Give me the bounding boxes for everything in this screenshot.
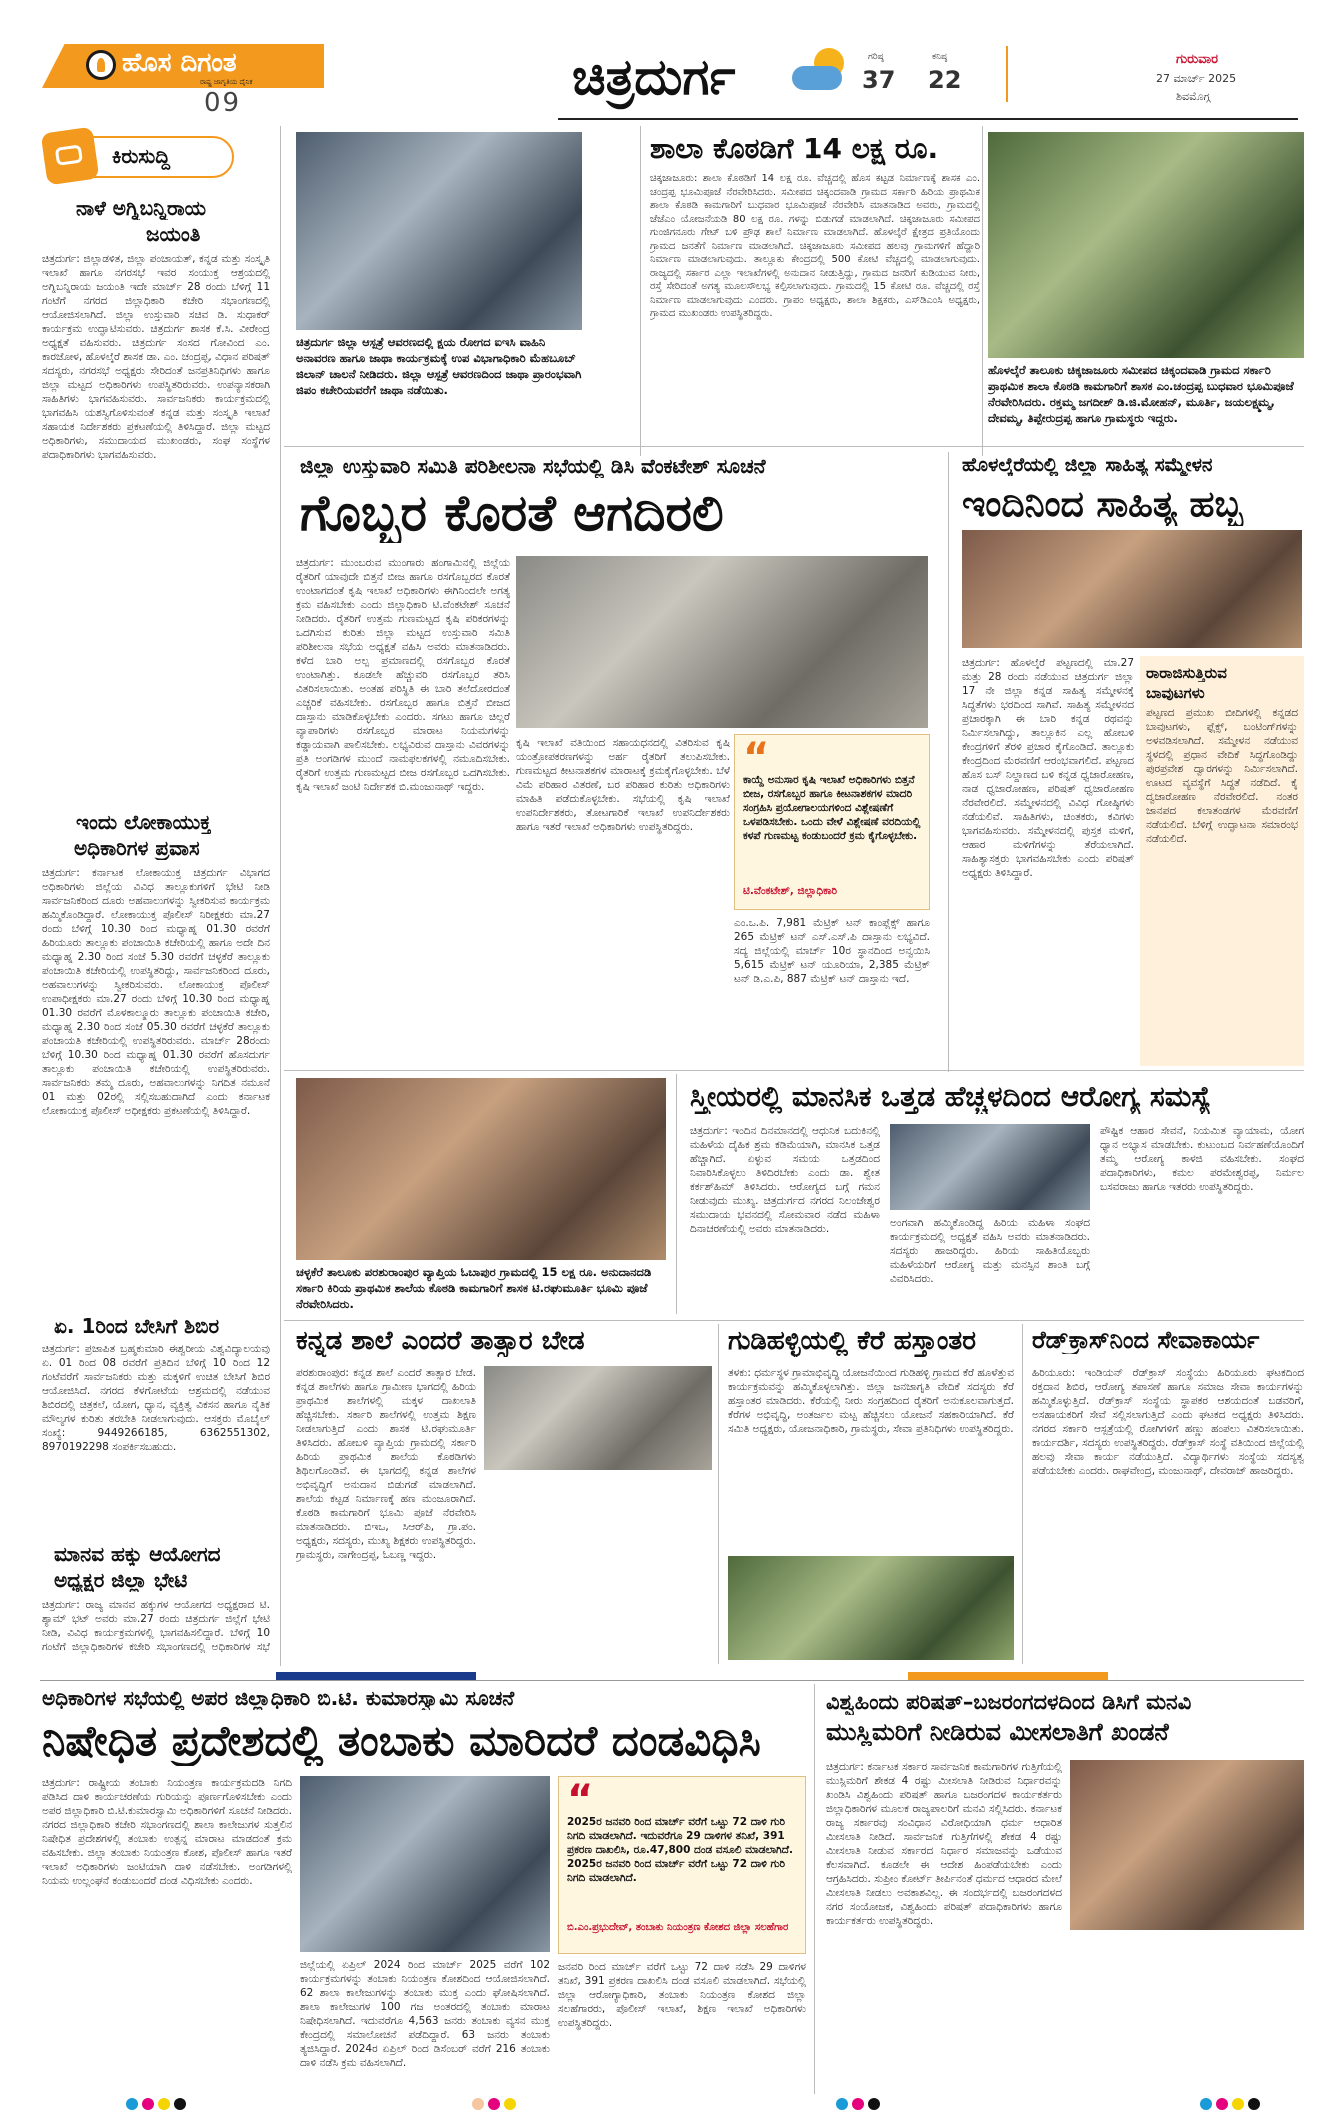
row-rule: [284, 1070, 1304, 1071]
tobacco-headline: ನಿಷೇಧಿತ ಪ್ರದೇಶದಲ್ಲಿ ತಂಬಾಕು ಮಾರಿದರೆ ದಂಡವಿಧಿಸಿ: [42, 1716, 761, 1765]
photo-bhoomi-pooja: [988, 132, 1304, 358]
lake-text: ತಳಕು: ಧರ್ಮಸ್ಥಳ ಗ್ರಾಮಾಭಿವೃದ್ಧಿ ಯೋಜನೆಯಿಂದ ಗುಡಿಹಳ್ಳಿ ಗ್ರಾಮದ ಕೆರೆ ಹೂಳೆತ್ತುವ ಕಾರ್ಯಕ್ರಮವನ್ನು ಹಮ್ಮಿಕೊಳ್ಳಲಾಗಿತ್ತು. ಜಿಲ್ಲಾ ಜನಜಾಗೃತಿ ವೇದಿಕೆ ಸದಸ್ಯರು ಕೆರೆ ಹಸ್ತಾಂತರ ಮಾಡಿದರು. ಕೆರೆಯಲ್ಲಿ ನೀರು ಸಂಗ್ರಹದಿಂದ ರೈತರಿಗೆ ಅನುಕೂಲವಾಗುತ್ತದೆ. ಕೆರೆಗಳ ಅಭಿವೃದ್ಧಿ, ಅಂತರ್ಜಲ ಮಟ್ಟ ಹೆಚ್ಚಿಸಲು ಯೋಜನೆ ಸಹಕಾರಿಯಾಗಿದೆ. ಕೆರೆ ಸಮಿತಿ ಅಧ್ಯಕ್ಷರು, ಯೋಜನಾಧಿಕಾರಿ, ಗ್ರಾಮಸ್ಥರು, ಸೇವಾ ಪ್ರತಿನಿಧಿಗಳು ಉಪಸ್ಥಿತರಿದ್ದರು.: [728, 1367, 1014, 1435]
column-rule: [982, 126, 983, 456]
brief2-text: ಚಿತ್ರದುರ್ಗ: ಕರ್ನಾಟಕ ಲೋಕಾಯುಕ್ತ ಚಿತ್ರದುರ್ಗ ವಿಭಾಗದ ಅಧಿಕಾರಿಗಳು ಜಿಲ್ಲೆಯ ವಿವಿಧ ತಾಲ್ಲೂಕುಗಳಿಗೆ ಭೇಟಿ ನೀಡಿ ಸಾರ್ವಜನಿಕರಿಂದ ದೂರು ಅಹವಾಲುಗಳನ್ನು ಸ್ವೀಕರಿಸುವ ಕಾರ್ಯಕ್ರಮ ಹಮ್ಮಿಕೊಂಡಿದ್ದಾರೆ. ಲೋಕಾಯುಕ್ತ ಪೊಲೀಸ್ ನಿರೀಕ್ಷಕರು ಮಾ.27 ರಂದು ಬೆಳಿಗ್ಗೆ 10.30 ರಿಂದ ಮಧ್ಯಾಹ್ನ 01.30 ರವರೆಗೆ ಹಿರಿಯೂರು ತಾಲ್ಲೂಕು ಪಂಚಾಯಿತಿ ಕಚೇರಿಯಲ್ಲಿ ಹಾಗೂ ಅದೇ ದಿನ ಮಧ್ಯಾಹ್ನ 2.30 ರಿಂದ ಸಂಜೆ 5.30 ರವರೆಗೆ ಚಳ್ಳಕೆರೆ ತಾಲ್ಲೂಕು ಪಂಚಾಯಿತಿ ಕಚೇರಿಯಲ್ಲಿ ಉಪಸ್ಥಿತರಿದ್ದು, ಸಾರ್ವಜನಿಕರಿಂದ ದೂರು, ಅಹವಾಲುಗಳನ್ನು ಸ್ವೀಕರಿಸುವರು. ಲೋಕಾಯುಕ್ತ ಪೊಲೀಸ್ ಉಪಾಧೀಕ್ಷಕರು ಮಾ.27 ರಂದು ಬೆಳಿಗ್ಗೆ 10.30 ರಿಂದ ಮಧ್ಯಾಹ್ನ 01.30 ರವರೆಗೆ ಮೊಳಕಾಲ್ಮೂರು ತಾಲ್ಲೂಕು ಪಂಚಾಯಿತಿ ಕಚೇರಿ, ಮಧ್ಯಾಹ್ನ 2.30 ರಿಂದ ಸಂಜೆ 05.30 ರವರೆಗೆ ಚಳ್ಳಕೆರೆ ತಾಲ್ಲೂಕು ಪಂಚಾಯತಿ ಕಚೇರಿಯಲ್ಲಿ ಉಪಸ್ಥಿತರಿರುವರು. ಮಾರ್ಚ್ 28ರಂದು ಬೆಳಿಗ್ಗೆ 10.30 ರಿಂದ ಮಧ್ಯಾಹ್ನ 01.30 ರವರೆಗೆ ಹೊಸದುರ್ಗ ತಾಲ್ಲೂಕು ಪಂಚಾಯಿತಿ ಕಚೇರಿಯಲ್ಲಿ ಉಪಸ್ಥಿತರಿರುವರು. ಸಾರ್ವಜನಿಕರು ತಮ್ಮ ದೂರು, ಅಹವಾಲುಗಳನ್ನು ನಿಗದಿತ ನಮೂನೆ 01 ಮತ್ತು 02ರಲ್ಲಿ ಸಲ್ಲಿಸಬಹುದಾಗಿದೆ ಎಂದು ಕರ್ನಾಟಕ ಲೋಕಾಯುಕ್ತ ಪೊಲೀಸ್ ಅಧೀಕ್ಷಕರು ಪ್ರಕಟಣೆಯಲ್ಲಿ ತಿಳಿಸಿದ್ದಾರೆ.: [42, 867, 270, 1117]
health-headline: ಸ್ತ್ರೀಯರಲ್ಲಿ ಮಾನಸಿಕ ಒತ್ತಡ ಹೆಚ್ಚಳದಿಂದ ಆರೋಗ್ಯ ಸಮಸ್ಯೆ: [690, 1080, 1212, 1113]
photo-lake-handover: [728, 1556, 1014, 1660]
photo1-caption: ಚಿತ್ರದುರ್ಗ ಜಿಲ್ಲಾ ಆಸ್ಪತ್ರೆ ಆವರಣದಲ್ಲಿ ಕ್ಷಯ ರೋಗದ ಐಇಸಿ ವಾಹಿನಿ ಅನಾವರಣ ಹಾಗೂ ಜಾಥಾ ಕಾರ್ಯಕ್ರಮಕ್ಕೆ ಉಪ ವಿಭಾಗಾಧಿಕಾರಿ ಮೆಹಬೂಬ್ ಜಿಲಾನ್ ಚಾಲನೆ ನೀಡಿದರು. ಜಿಲ್ಲಾ ಆಸ್ಪತ್ರೆ ಆವರಣದಿಂದ ಜಾಥಾ ಪ್ರಾರಂಭವಾಗಿ ಜಿಪಂ ಕಚೇರಿಯವರೆಗೆ ಜಾಥಾ ನಡೆಯಿತು.: [296, 335, 582, 397]
sahitya-text: ಚಿತ್ರದುರ್ಗ: ಹೊಳಲ್ಕೆರೆ ಪಟ್ಟಣದಲ್ಲಿ ಮಾ.27 ಮತ್ತು 28 ರಂದು ನಡೆಯುವ ಚಿತ್ರದುರ್ಗ ಜಿಲ್ಲಾ 17 ನೇ ಜಿಲ್ಲಾ ಕನ್ನಡ ಸಾಹಿತ್ಯ ಸಮ್ಮೇಳನಕ್ಕೆ ಸಿದ್ಧತೆಗಳು ಭರದಿಂದ ಸಾಗಿವೆ. ಸಾಹಿತ್ಯ ಸಮ್ಮೇಳನದ ಪ್ರಚಾರಕ್ಕಾಗಿ ಈ ಬಾರಿ ಕನ್ನಡ ರಥವನ್ನು ನಿರ್ಮಿಸಲಾಗಿದ್ದು, ತಾಲ್ಲೂಕಿನ ಎಲ್ಲ ಹೋಬಳಿ ಕೇಂದ್ರಗಳಿಗೆ ತೆರಳಿ ಪ್ರಚಾರ ಕೈಗೊಂಡಿದೆ. ತಾಲ್ಲೂಕು ಕೇಂದ್ರದಿಂದ ಮೆರವಣಿಗೆ ಆರಂಭವಾಗಲಿದೆ. ಪಟ್ಟಣದ ಹೊಸ ಬಸ್ ನಿಲ್ದಾಣದ ಬಳಿ ಕನ್ನಡ ಧ್ವಜಾರೋಹಣ, ನಾಡ ಧ್ವಜಾರೋಹಣ, ಪರಿಷತ್ ಧ್ವಜಾರೋಹಣ ನೆರವೇರಲಿದೆ. ಸಮ್ಮೇಳನದಲ್ಲಿ ವಿವಿಧ ಗೋಷ್ಠಿಗಳು ನಡೆಯಲಿವೆ. ಸಾಹಿತಿಗಳು, ಚಿಂತಕರು, ಕವಿಗಳು ಭಾಗವಹಿಸುವರು. ಸಮ್ಮೇಳನದಲ್ಲಿ ಪುಸ್ತಕ ಮಳಿಗೆ, ಆಹಾರ ಮಳಿಗೆಗಳನ್ನು ತೆರೆಯಲಾಗಿದೆ. ಸಾಹಿತ್ಯಾಸಕ್ತರು ಭಾಗವಹಿಸಬೇಕು ಎಂದು ಪರಿಷತ್ ಅಧ್ಯಕ್ಷರು ತಿಳಿಸಿದ್ದಾರೆ.: [962, 657, 1134, 879]
registration-mark: [174, 2098, 186, 2110]
kannada-school-headline: ಕನ್ನಡ ಶಾಲೆ ಎಂದರೆ ತಾತ್ಸಾರ ಬೇಡ: [296, 1326, 585, 1356]
health-text-col1: ಚಿತ್ರದುರ್ಗ: ಇಂದಿನ ದಿನಮಾನದಲ್ಲಿ ಆಧುನಿಕ ಬದುಕಿನಲ್ಲಿ ಮಹಿಳೆಯ ದೈಹಿಕ ಶ್ರಮ ಕಡಿಮೆಯಾಗಿ, ಮಾನಸಿಕ ಒತ್ತಡ ಹೆಚ್ಚಾಗಿದೆ. ಏಳ್ಳುವ ಸಮಯ ಒತ್ತಡದಿಂದ ನಿವಾರಿಸಿಕೊಳ್ಳಲು ತಿಳಿದಿರಬೇಕು ಎಂದು ಡಾ. ಶ್ವೇತ ಕರ್ಕಶ್‌ಹಿಮ್ ತಿಳಿಸಿದರು. ಆರೋಗ್ಯದ ಬಗ್ಗೆ ಗಮನ ನೀಡುವುದು ಮುಖ್ಯ. ಚಿತ್ರದುರ್ಗದ ನಗರದ ನಿಲಂಜೇಶ್ವರ ಸಮುದಾಯ ಭವನದಲ್ಲಿ ಸೋಮವಾರ ನಡೆದ ಮಹಿಳಾ ದಿನಾಚರಣೆಯಲ್ಲಿ ಅವರು ಮಾತನಾಡಿದರು.: [690, 1125, 880, 1235]
brief2-title: ಇಂದು ಲೋಕಾಯುಕ್ತ: [76, 810, 211, 834]
tobacco-quote-box: [558, 1776, 806, 1954]
lead-headline: ಗೊಬ್ಬರ ಕೊರತೆ ಆಗದಿರಲಿ: [300, 484, 724, 542]
school-headline: ಶಾಲಾ ಕೊಠಡಿಗೆ 14 ಲಕ್ಷ ರೂ.: [650, 132, 939, 165]
redcross-text: ಹಿರಿಯೂರು: ಇಂಡಿಯನ್ ರೆಡ್‌ಕ್ರಾಸ್ ಸಂಸ್ಥೆಯು ಹಿರಿಯೂರು ಘಟಕದಿಂದ ರಕ್ತದಾನ ಶಿಬಿರ, ಆರೋಗ್ಯ ತಪಾಸಣೆ ಹಾಗೂ ಸಮಾಜ ಸೇವಾ ಕಾರ್ಯಗಳನ್ನು ಹಮ್ಮಿಕೊಳ್ಳುತ್ತಿದೆ. ರೆಡ್‌ಕ್ರಾಸ್ ಸಂಸ್ಥೆಯ ಸ್ಥಾಪಕರ ಆಶಯದಂತೆ ಬಡವರಿಗೆ, ಅಸಹಾಯಕರಿಗೆ ಸೇವೆ ಸಲ್ಲಿಸಲಾಗುತ್ತಿದೆ ಎಂದು ಘಟಕದ ಅಧ್ಯಕ್ಷರು ತಿಳಿಸಿದರು. ನಗರದ ಸರ್ಕಾರಿ ಆಸ್ಪತ್ರೆಯಲ್ಲಿ ರೋಗಿಗಳಿಗೆ ಹಣ್ಣು ಹಂಪಲು ವಿತರಿಸಲಾಯಿತು. ಕಾರ್ಯದರ್ಶಿ, ಸದಸ್ಯರು ಉಪಸ್ಥಿತರಿದ್ದರು. ರೆಡ್‌ಕ್ರಾಸ್ ಸಂಸ್ಥೆ ವತಿಯಿಂದ ಜಿಲ್ಲೆಯಲ್ಲಿ ಹಲವು ಸೇವಾ ಕಾರ್ಯ ನಡೆಯುತ್ತಿದೆ. ವಿದ್ಯಾರ್ಥಿಗಳು ಸಂಸ್ಥೆಯ ಸದಸ್ಯತ್ವ ಪಡೆಯಬೇಕು ಎಂದರು. ರಾಘವೇಂದ್ರ, ಮಂಜುನಾಥ್, ದೇವರಾಜ್ ಹಾಜರಿದ್ದರು.: [1032, 1367, 1304, 1477]
lead-text-col1: ಚಿತ್ರದುರ್ಗ: ಮುಂಬರುವ ಮುಂಗಾರು ಹಂಗಾಮಿನಲ್ಲಿ ಜಿಲ್ಲೆಯ ರೈತರಿಗೆ ಯಾವುದೇ ಬಿತ್ತನೆ ಬೀಜ ಹಾಗೂ ರಸಗೊಬ್ಬರದ ಕೊರತೆ ಉಂಟಾಗದಂತೆ ಕೃಷಿ ಇಲಾಖೆ ಅಧಿಕಾರಿಗಳು ಈಗಿನಿಂದಲೇ ಅಗತ್ಯ ಕ್ರಮ ವಹಿಸಬೇಕು ಎಂದು ಜಿಲ್ಲಾಧಿಕಾರಿ ಟಿ.ವೆಂಕಟೇಶ್ ಸೂಚನೆ ನೀಡಿದರು. ರೈತರಿಗೆ ಉತ್ತಮ ಗುಣಮಟ್ಟದ ಕೃಷಿ ಪರಿಕರಗಳನ್ನು ಒದಗಿಸುವ ಕುರಿತು ಜಿಲ್ಲಾ ಮಟ್ಟದ ಉಸ್ತುವಾರಿ ಸಮಿತಿ ಪರಿಶೀಲನಾ ಸಭೆಯ ಅಧ್ಯಕ್ಷತೆ ವಹಿಸಿ ಅವರು ಮಾತನಾಡಿದರು. ಕಳೆದ ಬಾರಿ ಅಲ್ಪ ಪ್ರಮಾಣದಲ್ಲಿ ರಸಗೊಬ್ಬರ ಕೊರತೆ ಉಂಟಾಗಿತ್ತು. ಕೂಡಲೇ ಹೆಚ್ಚುವರಿ ರಸಗೊಬ್ಬರ ತರಿಸಿ ವಿತರಿಸಲಾಯಿತು. ಅಂತಹ ಪರಿಸ್ಥಿತಿ ಈ ಬಾರಿ ತಲೆದೋರದಂತೆ ಎಚ್ಚರಿಕೆ ವಹಿಸಬೇಕು. ರಸಗೊಬ್ಬರ ಹಾಗೂ ಬಿತ್ತನೆ ಬೀಜದ ದಾಸ್ತಾನು ಮಾಡಿಕೊಳ್ಳಬೇಕು ಎಂದರು. ಸಗಟು ಹಾಗೂ ಚಿಲ್ಲರೆ ವ್ಯಾಪಾರಿಗಳು ರಸಗೊಬ್ಬರ ಮಾರಾಟ ನಿಯಮಗಳನ್ನು ಕಡ್ಡಾಯವಾಗಿ ಪಾಲಿಸಬೇಕು. ಲಭ್ಯವಿರುವ ದಾಸ್ತಾನು ವಿವರಗಳನ್ನು ಪ್ರತಿ ಅಂಗಡಿಗಳ ಮುಂದೆ ನಾಮಫಲಕಗಳಲ್ಲಿ ನಮೂದಿಸಬೇಕು. ರೈತರಿಗೆ ಉತ್ತಮ ಗುಣಮಟ್ಟದ ಬೀಜ ರಸಗೊಬ್ಬರ ಒದಗಿಸಬೇಕು. ಕೃಷಿ ಇಲಾಖೆ ಜಂಟಿ ನಿರ್ದೇಶಕ ಬಿ.ಮಂಜುನಾಥ್ ಇದ್ದರು.: [296, 557, 510, 793]
left-column: [36, 126, 276, 1666]
school-text: ಚಿಕ್ಕಜಾಜೂರು: ಶಾಲಾ ಕೊಠಡಿಗೆ 14 ಲಕ್ಷ ರೂ. ವೆಚ್ಚದಲ್ಲಿ ಹೊಸ ಕಟ್ಟಡ ನಿರ್ಮಾಣಕ್ಕೆ ಶಾಸಕ ಎಂ. ಚಂದ್ರಪ್ಪ ಭೂಮಿಪೂಜೆ ನೆರವೇರಿಸಿದರು. ಸಮೀಪದ ಚಿಕ್ಕಂದವಾಡಿ ಗ್ರಾಮದ ಸರ್ಕಾರಿ ಹಿರಿಯ ಪ್ರಾಥಮಿಕ ಶಾಲಾ ಕೊಠಡಿ ಕಾಮಗಾರಿಗೆ ಬುಧವಾರ ಭೂಮಿಪೂಜೆ ನೆರವೇರಿಸಿ ಮಾತನಾಡಿದ ಅವರು, ಗ್ರಾಮದಲ್ಲಿ ಜೆಜೆಎಂ ಯೋಜನೆಯಡಿ 80 ಲಕ್ಷ ರೂ. ಗಳನ್ನು ಬಿಡುಗಡೆ ಮಾಡಲಾಗಿದೆ. ಚಿಕ್ಕಜಾಜೂರು ಸಮೀಪದ ಗುಂಜಿಗನೂರು ಗೇಟ್ ಬಳಿ ಪ್ರೌಢ ಶಾಲೆ ನಿರ್ಮಾಣ ಮಾಡಲಾಗಿದೆ. ಹೊಳಲ್ಕೆರೆ ಕ್ಷೇತ್ರದ ಪ್ರತಿಯೊಂದು ಗ್ರಾಮದ ಜನತೆಗೆ ನಿರ್ಮಾಣ ಮಾಡಲಾಗಿದೆ. ಚಿಕ್ಕಜಾಜೂರು ಸಮೀಪದ ಹಲವು ಗ್ರಾಮಗಳಿಗೆ ಹೆದ್ದಾರಿ ನಿರ್ಮಾಣ ಮಾಡಲಾಗುವುದು. ತಾಲ್ಲೂಕು ಕೇಂದ್ರದಲ್ಲಿ 500 ಕೋಟಿ ವೆಚ್ಚದಲ್ಲಿ ಮಾಡಲಾಗುವುದು. ರಾಜ್ಯದಲ್ಲಿ ಸರ್ಕಾರ ಎಲ್ಲಾ ಇಲಾಖೆಗಳಲ್ಲಿ ಅನುದಾನ ನೀಡುತ್ತಿದ್ದು, ಗ್ರಾಮದ ಜನರಿಗೆ ಕುಡಿಯುವ ನೀರು, ರಸ್ತೆ ಸೇರಿದಂತೆ ಅಗತ್ಯ ಮೂಲಸೌಲಭ್ಯ ಕಲ್ಪಿಸಲಾಗುವುದು. ಗ್ರಾಮದಲ್ಲಿ 15 ಕೋಟಿ ರೂ. ವೆಚ್ಚದಲ್ಲಿ ರಸ್ತೆ ನಿರ್ಮಾಣ ಮಾಡಲಾಗುವುದು ಎಂದರು. ಗ್ರಾಪಂ ಅಧ್ಯಕ್ಷರು, ಶಾಲಾ ಶಿಕ್ಷಕರು, ಎಸ್‌ಡಿಎಂಸಿ ಅಧ್ಯಕ್ಷರು, ಗ್ರಾಮದ ಮುಖಂಡರು ಉಪಸ್ಥಿತರಿದ್ದರು.: [650, 173, 980, 319]
registration-mark: [1232, 2098, 1244, 2110]
min-temp: 22: [928, 66, 962, 94]
lead-text-col2: ಕೃಷಿ ಇಲಾಖೆ ವತಿಯಿಂದ ಸಹಾಯಧನದಲ್ಲಿ ವಿತರಿಸುವ ಕೃಷಿ ಯಂತ್ರೋಪಕರಣಗಳನ್ನು ಅರ್ಹ ರೈತರಿಗೆ ತಲುಪಿಸಬೇಕು. ಗುಣಮಟ್ಟದ ಕೀಟನಾಶಕಗಳ ಮಾರಾಟಕ್ಕೆ ಕ್ರಮಕೈಗೊಳ್ಳಬೇಕು. ಬೆಳೆ ವಿಮೆ ಪರಿಹಾರ ವಿತರಣೆ, ಬರ ಪರಿಹಾರ ಕುರಿತು ಅಧಿಕಾರಿಗಳು ಮಾಹಿತಿ ಪಡೆದುಕೊಳ್ಳಬೇಕು. ಸಭೆಯಲ್ಲಿ ಕೃಷಿ ಇಲಾಖೆ ಉಪನಿರ್ದೇಶಕರು, ತೋಟಗಾರಿಕೆ ಇಲಾಖೆ ಉಪನಿರ್ದೇಶಕರು ಹಾಗೂ ಇತರೆ ಇಲಾಖೆ ಅಧಿಕಾರಿಗಳು ಉಪಸ್ಥಿತರಿದ್ದರು.: [516, 737, 730, 833]
side-text: ಪಟ್ಟಣದ ಪ್ರಮುಖ ಬೀದಿಗಳಲ್ಲಿ ಕನ್ನಡದ ಬಾವುಟಗಳು, ಫ್ಲೆಕ್ಸ್, ಬಂಟಿಂಗ್‌ಗಳನ್ನು ಅಳವಡಿಸಲಾಗಿದೆ. ಸಮ್ಮೇಳನ ನಡೆಯುವ ಸ್ಥಳದಲ್ಲಿ ಪ್ರಧಾನ ವೇದಿಕೆ ಸಿದ್ಧಗೊಂಡಿದ್ದು ಪುರಪ್ರವೇಶ ದ್ವಾರಗಳನ್ನು ನಿರ್ಮಿಸಲಾಗಿದೆ. ಊಟದ ವ್ಯವಸ್ಥೆಗೆ ಸಿದ್ಧತೆ ನಡೆದಿದೆ. ಕೈ ದ್ವಜಾರೋಹಣ ನೆರವೇರಲಿದೆ. ನಂತರ ಜಾನಪದ ಕಲಾತಂಡಗಳ ಮೆರವಣಿಗೆ ನಡೆಯಲಿದೆ. ಬೆಳಿಗ್ಗೆ ಉದ್ಘಾಟನಾ ಸಮಾರಂಭ ನಡೆಯಲಿದೆ.: [1146, 707, 1298, 845]
max-temp-label: ಗರಿಷ್ಠ: [868, 52, 884, 62]
registration-mark: [852, 2098, 864, 2110]
vhp-headline: ವಿಶ್ವಹಿಂದು ಪರಿಷತ್–ಬಜರಂಗದಳದಿಂದ ಡಿಸಿಗೆ ಮನವಿ: [826, 1690, 1192, 1714]
lead-quote-author: ಟಿ.ವೆಂಕಟೇಶ್, ಜಿಲ್ಲಾಧಿಕಾರಿ: [743, 885, 838, 897]
registration-mark: [504, 2098, 516, 2110]
side-title: ರಾರಾಜಿಸುತ್ತಿರುವ: [1146, 664, 1227, 682]
photo2-caption: ಹೊಳಲ್ಕೆರೆ ತಾಲೂಕು ಚಿಕ್ಕಜಾಜೂರು ಸಮೀಪದ ಚಿಕ್ಕಂದವಾಡಿ ಗ್ರಾಮದ ಸರ್ಕಾರಿ ಪ್ರಾಥಮಿಕ ಶಾಲಾ ಕೊಠಡಿ ಕಾಮಗಾರಿಗೆ ಶಾಸಕ ಎಂ.ಚಂದ್ರಪ್ಪ ಬುಧವಾರ ಭೂಮಿಪೂಜೆ ನೆರವೇರಿಸಿದರು. ರಕ್ತಮ್ಮ ಜಗದೀಶ್ ಡಿ.ಜಿ.ಮೋಹನ್, ಮೂರ್ತಿ, ಜಯಲಕ್ಷ್ಮಮ್ಮ, ದೇವಮ್ಮ, ತಿಪ್ಪೇರುದ್ರಪ್ಪ ಹಾಗೂ ಗ್ರಾಮಸ್ಥರು ಇದ್ದರು.: [988, 363, 1294, 425]
row-rule: [284, 446, 1304, 447]
redcross-headline: ರೆಡ್‌ಕ್ರಾಸ್‌ನಿಂದ ಸೇವಾಕಾರ್ಯ: [1032, 1326, 1260, 1354]
masthead-underline: [558, 118, 1298, 120]
brief4-title: ಮಾನವ ಹಕ್ಕು ಆಯೋಗದ: [54, 1542, 221, 1566]
photo-meeting: [516, 556, 928, 728]
section-band-rule: [40, 1680, 1304, 1681]
tobacco-quote-author: ಬಿ.ಎಂ.ಪ್ರಭುದೇವ್, ತಂಬಾಕು ನಿಯಂತ್ರಣ ಕೋಶದ ಜಿಲ್ಲಾ ಸಲಹೆಗಾರ: [567, 1922, 789, 1933]
registration-mark: [1248, 2098, 1260, 2110]
lake-headline: ಗುಡಿಹಳ್ಳಿಯಲ್ಲಿ ಕೆರೆ ಹಸ್ತಾಂತರ: [728, 1326, 976, 1356]
logo-tagline: ರಾಷ್ಟ್ರ ಜಾಗೃತಿಯ ದೈನಿಕ: [200, 78, 253, 86]
lead-quote: ಕಾಯ್ದೆ ಅನುಸಾರ ಕೃಷಿ ಇಲಾಖೆ ಅಧಿಕಾರಿಗಳು ಬಿತ್ತನೆ ಬೀಜ, ರಸಗೊಬ್ಬರ ಹಾಗೂ ಕೀಟನಾಶಕಗಳ ಮಾದರಿ ಸಂಗ್ರಹಿಸಿ ಪ್ರಯೋಗಾಲಯಗಳಿಂದ ವಿಶ್ಲೇಷಣೆಗೆ ಒಳಪಡಿಸಬೇಕು. ಒಂದು ವೇಳೆ ವಿಶ್ಲೇಷಣೆ ವರದಿಯಲ್ಲಿ ಕಳಪೆ ಗುಣಮಟ್ಟ ಕಂಡುಬಂದರೆ ಕ್ರಮ ಕೈಗೊಳ್ಳಬೇಕು.: [743, 774, 921, 842]
masthead-divider: [1006, 46, 1008, 102]
registration-mark: [868, 2098, 880, 2110]
section-band: [276, 1672, 476, 1680]
photo-tobacco-meeting: [300, 1776, 550, 1952]
column-rule: [1022, 1324, 1023, 1664]
tobacco-text-col1: ಚಿತ್ರದುರ್ಗ: ರಾಷ್ಟ್ರೀಯ ತಂಬಾಕು ನಿಯಂತ್ರಣ ಕಾರ್ಯಕ್ರಮದಡಿ ನಿಗದಿ ಪಡಿಸಿದ ದಾಳಿ ಕಾರ್ಯಚರಣೆಯ ಗುರಿಯನ್ನು ಪೂರ್ಣಗೊಳಿಸಬೇಕು ಎಂದು ಅಪರ ಜಿಲ್ಲಾಧಿಕಾರಿ ಬಿ.ಟಿ.ಕುಮಾರಸ್ವಾಮಿ ಅಧಿಕಾರಿಗಳಿಗೆ ಸೂಚನೆ ನೀಡಿದರು. ನಗರದ ಜಿಲ್ಲಾಧಿಕಾರಿ ಕಚೇರಿ ಸಭಾಂಗಣದಲ್ಲಿ ಶಾಲಾ ಕಾಲೇಜುಗಳ ಸುತ್ತಲಿನ ನಿಷೇಧಿತ ಪ್ರದೇಶಗಳಲ್ಲಿ ತಂಬಾಕು ಉತ್ಪನ್ನ ಮಾರಾಟ ಮಾಡದಂತೆ ಕ್ರಮ ವಹಿಸಬೇಕು. ಜಿಲ್ಲಾ ತಂಬಾಕು ನಿಯಂತ್ರಣ ಕೋಶ, ಪೊಲೀಸ್ ಹಾಗೂ ಇತರೆ ಇಲಾಖೆ ಅಧಿಕಾರಿಗಳು ಜಂಟಿಯಾಗಿ ದಾಳಿ ನಡೆಸಬೇಕು. ಅಂಗಡಿಗಳಲ್ಲಿ ನಿಯಮ ಉಲ್ಲಂಘನೆ ಕಂಡುಬಂದರೆ ದಂಡ ವಿಧಿಸಬೇಕು ಎಂದರು.: [42, 1777, 292, 1887]
lead-kicker: ಜಿಲ್ಲಾ ಉಸ್ತುವಾರಿ ಸಮಿತಿ ಪರಿಶೀಲನಾ ಸಭೆಯಲ್ಲಿ ಡಿಸಿ ವೆಂಕಟೇಶ್ ಸೂಚನೆ: [300, 454, 766, 478]
registration-mark: [472, 2098, 484, 2110]
brief3-text: ಚಿತ್ರದುರ್ಗ: ಪ್ರಜಾಪಿತ ಬ್ರಹ್ಮಕುಮಾರಿ ಈಶ್ವರೀಯ ವಿಶ್ವವಿದ್ಯಾಲಯವು ಏ. 01 ರಿಂದ 08 ರವರೆಗೆ ಪ್ರತಿದಿನ ಬೆಳಿಗ್ಗೆ 10 ರಿಂದ 12 ಗಂಟೆವರೆಗೆ ಸಾರ್ವಜನಿಕರು ಮತ್ತು ಮಕ್ಕಳಿಗೆ ಉಚಿತ ಬೇಸಿಗೆ ಶಿಬಿರ ಆಯೋಜಿಸಿದೆ. ನಗರದ ಕೆಳಗೋಟೆಯ ಆಶ್ರಮದಲ್ಲಿ ನಡೆಯುವ ಶಿಬಿರದಲ್ಲಿ ಚಿತ್ರಕಲೆ, ಯೋಗ, ಧ್ಯಾನ, ವ್ಯಕ್ತಿತ್ವ ವಿಕಸನ ಹಾಗೂ ನೈತಿಕ ಮೌಲ್ಯಗಳ ಕುರಿತು ತರಬೇತಿ ನೀಡಲಾಗುವುದು. ಆಸಕ್ತರು ಮೊಬೈಲ್ ಸಂಖ್ಯೆ: 9449266185, 6362551302, 8970192298 ಸಂಪರ್ಕಿಸಬಹುದು.: [42, 1343, 270, 1453]
logo-text: ಹೊಸ ದಿಗಂತ: [122, 48, 237, 78]
vhp-text: ಚಿತ್ರದುರ್ಗ: ಕರ್ನಾಟಕ ಸರ್ಕಾರ ಸಾರ್ವಜನಿಕ ಕಾಮಗಾರಿಗಳ ಗುತ್ತಿಗೆಯಲ್ಲಿ ಮುಸ್ಲಿಮರಿಗೆ ಶೇಕಡ 4 ರಷ್ಟು ಮೀಸಲಾತಿ ನೀಡಿರುವ ನಿರ್ಧಾರವನ್ನು ಖಂಡಿಸಿ ವಿಶ್ವಹಿಂದು ಪರಿಷತ್ ಹಾಗೂ ಬಜರಂಗದಳ ಕಾರ್ಯಕರ್ತರು ಜಿಲ್ಲಾಧಿಕಾರಿಗಳ ಮೂಲಕ ರಾಜ್ಯಪಾಲರಿಗೆ ಮನವಿ ಸಲ್ಲಿಸಿದರು. ಕರ್ನಾಟಕ ರಾಜ್ಯ ಸರ್ಕಾರವು ಸಂವಿಧಾನ ವಿರೋಧಿಯಾಗಿ ಧರ್ಮ ಆಧಾರಿತ ಮೀಸಲಾತಿ ನೀಡಿದೆ. ಸಾರ್ವಜನಿಕ ಗುತ್ತಿಗೆಗಳಲ್ಲಿ ಶೇಕಡ 4 ರಷ್ಟು ಮೀಸಲಾತಿ ನೀಡುವ ಸರ್ಕಾರದ ನಿರ್ಧಾರ ಸಮಾಜವನ್ನು ಒಡೆಯುವ ಕೆಲಸವಾಗಿದೆ. ಕೂಡಲೇ ಈ ಆದೇಶ ಹಿಂಪಡೆಯಬೇಕು ಎಂದು ಆಗ್ರಹಿಸಿದರು. ಸುಪ್ರೀಂ ಕೋರ್ಟ್ ತೀರ್ಪಿನಂತೆ ಧರ್ಮದ ಆಧಾರದ ಮೇಲೆ ಮೀಸಲಾತಿ ನೀಡಲು ಅವಕಾಶವಿಲ್ಲ. ಈ ಸಂದರ್ಭದಲ್ಲಿ ಬಜರಂಗದಳದ ನಗರ ಸಂಯೋಜಕ, ವಿಶ್ವಹಿಂದು ಪರಿಷತ್ ಪದಾಧಿಕಾರಿಗಳು ಹಾಗೂ ಕಾರ್ಯಕರ್ತರು ಉಪಸ್ಥಿತರಿದ್ದರು.: [826, 1761, 1062, 1927]
tobacco-text-col3: ಜನವರಿ ರಿಂದ ಮಾರ್ಚ್ ವರೆಗೆ ಒಟ್ಟು 72 ದಾಳಿ ನಡೆಸಿ 29 ದಾಳಿಗಳ ತನಿಖೆ, 391 ಪ್ರಕರಣ ದಾಖಲಿಸಿ ದಂಡ ವಸೂಲಿ ಮಾಡಲಾಗಿದೆ. ಸಭೆಯಲ್ಲಿ ಜಿಲ್ಲಾ ಆರೋಗ್ಯಾಧಿಕಾರಿ, ತಂಬಾಕು ನಿಯಂತ್ರಣ ಕೋಶದ ಜಿಲ್ಲಾ ಸಲಹೆಗಾರರು, ಪೊಲೀಸ್ ಇಲಾಖೆ, ಶಿಕ್ಷಣ ಇಲಾಖೆ ಅಧಿಕಾರಿಗಳು ಉಪಸ್ಥಿತರಿದ್ದರು.: [558, 1961, 806, 2029]
brief1-title: ನಾಳೆ ಅಗ್ನಿಬನ್ನಿರಾಯ: [76, 196, 207, 220]
side-title-2: ಬಾವುಟಗಳು: [1146, 684, 1205, 702]
tobacco-kicker: ಅಧಿಕಾರಿಗಳ ಸಭೆಯಲ್ಲಿ ಅಪರ ಜಿಲ್ಲಾಧಿಕಾರಿ ಬಿ.ಟಿ. ಕುಮಾರಸ್ವಾಮಿ ಸೂಚನೆ: [42, 1686, 515, 1710]
pointing-hand-icon: [41, 127, 100, 186]
quote-icon: “: [567, 1777, 594, 1823]
registration-mark: [126, 2098, 138, 2110]
brief3-title: ಏ. 1ರಿಂದ ಬೇಸಿಗೆ ಶಿಬಿರ: [54, 1314, 220, 1338]
registration-mark: [1216, 2098, 1228, 2110]
photo3-caption: ಚಳ್ಳಕೆರೆ ತಾಲೂಕು ಪರಶುರಾಂಪುರ ವ್ಯಾಪ್ತಿಯ ಓಬಾಪುರ ಗ್ರಾಮದಲ್ಲಿ 15 ಲಕ್ಷ ರೂ. ಅನುದಾನದಡಿ ಸರ್ಕಾರಿ ಕಿರಿಯ ಪ್ರಾಥಮಿಕ ಶಾಲೆಯ ಕೊಠಡಿ ಕಾಮಗಾರಿಗೆ ಶಾಸಕ ಟಿ.ರಘುಮೂರ್ತಿ ಭೂಮಿ ಪೂಜೆ ನೆರವೇರಿಸಿದರು.: [296, 1265, 652, 1311]
vhp-headline-2: ಮುಸ್ಲಿಮರಿಗೆ ನೀಡಿರುವ ಮೀಸಲಾತಿಗೆ ಖಂಡನೆ: [826, 1718, 1169, 1746]
column-rule: [948, 452, 949, 1072]
column-rule: [640, 126, 641, 456]
brief1-title-2: ಜಯಂತಿ: [146, 222, 201, 246]
column-rule: [280, 126, 281, 1666]
column-rule: [676, 1074, 677, 1314]
registration-mark: [488, 2098, 500, 2110]
weather-icon: [792, 46, 852, 96]
lead-stats-text: ಎಂ.ಒ.ಪಿ. 7,981 ಮೆಟ್ರಿಕ್ ಟನ್ ಕಾಂಪ್ಲೆಕ್ಸ್ ಹಾಗೂ 265 ಮೆಟ್ರಿಕ್ ಟನ್ ಎಸ್.ಎಸ್.ಪಿ ದಾಸ್ತಾನು ಲಭ್ಯವಿದೆ. ಸದ್ಯ ಜಿಲ್ಲೆಯಲ್ಲಿ ಮಾರ್ಚ್ 10ರ ಸ್ಥಾನದಿಂದ ಅನ್ವಯಿಸಿ 5,615 ಮೆಟ್ರಿಕ್ ಟನ್ ಯೂರಿಯಾ, 2,385 ಮೆಟ್ರಿಕ್ ಟನ್ ಡಿ.ಎ.ಪಿ, 887 ಮೆಟ್ರಿಕ್ ಟನ್ ದಾಸ್ತಾನು ಇದೆ.: [734, 917, 930, 985]
photo-kannada-school: [484, 1366, 712, 1470]
brief4-text: ಚಿತ್ರದುರ್ಗ: ರಾಜ್ಯ ಮಾನವ ಹಕ್ಕುಗಳ ಆಯೋಗದ ಅಧ್ಯಕ್ಷರಾದ ಟಿ. ಶ್ಯಾಮ್ ಭಟ್ ಅವರು ಮಾ.27 ರಂದು ಚಿತ್ರದುರ್ಗ ಜಿಲ್ಲೆಗೆ ಭೇಟಿ ನೀಡಿ, ವಿವಿಧ ಕಾರ್ಯಕ್ರಮಗಳಲ್ಲಿ ಭಾಗವಹಿಸಲಿದ್ದಾರೆ. ಬೆಳಿಗ್ಗೆ 10 ಗಂಟೆಗೆ ಜಿಲ್ಲಾಧಿಕಾರಿಗಳ ಕಚೇರಿ ಸಭಾಂಗಣದಲ್ಲಿ ಅಧಿಕಾರಿಗಳ ಸಭೆ: [42, 1599, 270, 1653]
quote-icon: “: [743, 735, 770, 781]
sahitya-kicker: ಹೊಳಲ್ಕೆರೆಯಲ್ಲಿ ಜಿಲ್ಲಾ ಸಾಹಿತ್ಯ ಸಮ್ಮೇಳನ: [962, 454, 1213, 476]
brief1-text: ಚಿತ್ರದುರ್ಗ: ಜಿಲ್ಲಾಡಳಿತ, ಜಿಲ್ಲಾ ಪಂಚಾಯತ್, ಕನ್ನಡ ಮತ್ತು ಸಂಸ್ಕೃತಿ ಇಲಾಖೆ ಹಾಗೂ ನಗರಸಭೆ ಇವರ ಸಂಯುಕ್ತ ಆಶ್ರಯದಲ್ಲಿ ಅಗ್ನಿಬನ್ನಿರಾಯ ಜಯಂತಿ ಇದೇ ಮಾರ್ಚ್ 28 ರಂದು ಬೆಳಿಗ್ಗೆ 11 ಗಂಟೆಗೆ ನಗರದ ಜಿಲ್ಲಾಧಿಕಾರಿ ಕಚೇರಿ ಸಭಾಂಗಣದಲ್ಲಿ ಆಯೋಜಿಸಲಾಗಿದೆ. ಜಿಲ್ಲಾ ಉಸ್ತುವಾರಿ ಸಚಿವ ಡಿ. ಸುಧಾಕರ್ ಕಾರ್ಯಕ್ರಮ ಉದ್ಘಾಟಿಸುವರು. ಚಿತ್ರದುರ್ಗ ಶಾಸಕ ಕೆ.ಸಿ. ವೀರೇಂದ್ರ ಅಧ್ಯಕ್ಷತೆ ವಹಿಸುವರು. ಚಿತ್ರದುರ್ಗ ಸಂಸದ ಗೋವಿಂದ ಎಂ. ಕಾರಜೋಳ, ಹೊಳಲ್ಕೆರೆ ಶಾಸಕ ಡಾ. ಎಂ. ಚಂದ್ರಪ್ಪ, ವಿಧಾನ ಪರಿಷತ್ ಸದಸ್ಯರು, ನಗರಸಭೆ ಅಧ್ಯಕ್ಷರು ಸೇರಿದಂತೆ ಜನಪ್ರತಿನಿಧಿಗಳು ಹಾಗೂ ಜಿಲ್ಲಾ ಮಟ್ಟದ ಅಧಿಕಾರಿಗಳು ಉಪಸ್ಥಿತರಿರುವರು. ಉಪನ್ಯಾಸಕರಾಗಿ ಸಾಹಿತಿಗಳು ಭಾಗವಹಿಸುವರು. ಸಾರ್ವಜನಿಕರು ಕಾರ್ಯಕ್ರಮದಲ್ಲಿ ಭಾಗವಹಿಸಿ ಯಶಸ್ವಿಗೊಳಿಸುವಂತೆ ಕನ್ನಡ ಮತ್ತು ಸಂಸ್ಕೃತಿ ಇಲಾಖೆ ಸಹಾಯಕ ನಿರ್ದೇಶಕರು ಪ್ರಕಟಣೆಯಲ್ಲಿ ತಿಳಿಸಿದ್ದಾರೆ. ಜಿಲ್ಲಾ ಮಟ್ಟದ ಅಧಿಕಾರಿಗಳು, ಸಮುದಾಯದ ಮುಖಂಡರು, ಸಂಘ ಸಂಸ್ಥೆಗಳ ಪದಾಧಿಕಾರಿಗಳು ಭಾಗವಹಿಸುವರು.: [42, 253, 270, 461]
brief4-title-2: ಅಧ್ಯಕ್ಷರ ಜಿಲ್ಲಾ ಭೇಟಿ: [54, 1568, 188, 1592]
tobacco-quote: 2025ರ ಜನವರಿ ರಿಂದ ಮಾರ್ಚ್ ವರೆಗೆ ಒಟ್ಟು 72 ದಾಳಿ ಗುರಿ ನಿಗದಿ ಮಾಡಲಾಗಿದೆ. ಇದುವರೆಗೂ 29 ದಾಳಿಗಳ ತನಿಖೆ, 391 ಪ್ರಕರಣ ದಾಖಲಿಸಿ, ರೂ.47,800 ದಂಡ ವಸೂಲಿ ಮಾಡಲಾಗಿದೆ. 2025ರ ಜನವರಿ ರಿಂದ ಮಾರ್ಚ್ ವರೆಗೆ ಒಟ್ಟು 72 ದಾಳಿ ಗುರಿ ನಿಗದಿ ಮಾಡಲಾಗಿದೆ.: [567, 1816, 793, 1884]
day-label: ಗುರುವಾರ: [1176, 52, 1218, 67]
sahitya-side-box: [1140, 656, 1304, 1066]
brief2-title-2: ಅಧಿಕಾರಿಗಳ ಪ್ರವಾಸ: [74, 836, 200, 860]
health-text-col2: ಅಂಗವಾಗಿ ಹಮ್ಮಿಕೊಂಡಿದ್ದ ಹಿರಿಯ ಮಹಿಳಾ ಸಂಘದ ಕಾರ್ಯಕ್ರಮದಲ್ಲಿ ಅಧ್ಯಕ್ಷತೆ ವಹಿಸಿ ಅವರು ಮಾತನಾಡಿದರು. ಸದಸ್ಯರು ಹಾಜರಿದ್ದರು. ಹಿರಿಯ ಸಾಹಿತಿಯೊಬ್ಬರು ಮಹಿಳೆಯರಿಗೆ ಆರೋಗ್ಯ ಮತ್ತು ಮನಸ್ಸಿನ ಶಾಂತಿ ಬಗ್ಗೆ ವಿವರಿಸಿದರು.: [890, 1217, 1090, 1285]
photo-vhp-memorandum: [1070, 1760, 1304, 1930]
photo-tb-jatha: [296, 132, 582, 330]
photo-oobapura: [296, 1078, 666, 1260]
date-label: 27 ಮಾರ್ಚ್ 2025: [1156, 72, 1237, 85]
min-temp-label: ಕನಿಷ್ಠ: [932, 52, 948, 62]
section-title: ಕಿರುಸುದ್ದಿ: [112, 144, 171, 168]
column-rule: [814, 1684, 815, 2094]
photo-women-day: [890, 1124, 1090, 1210]
lead-quote-box: [734, 734, 930, 910]
city-title: ಚಿತ್ರದುರ್ಗ: [572, 48, 736, 106]
page-number: 09: [204, 88, 242, 118]
max-temp: 37: [862, 66, 896, 94]
registration-mark: [158, 2098, 170, 2110]
section-band: [908, 1672, 1108, 1680]
sahitya-headline: ಇಂದಿನಿಂದ ಸಾಹಿತ್ಯ ಹಬ್ಬ: [962, 484, 1243, 525]
column-rule: [718, 1324, 719, 1664]
photo-sahitya-stage: [962, 530, 1302, 648]
row-rule: [284, 1320, 1304, 1321]
health-text-col3: ಪೌಷ್ಟಿಕ ಆಹಾರ ಸೇವನೆ, ನಿಯಮಿತ ವ್ಯಾಯಾಮ, ಯೋಗ ಧ್ಯಾನ ಅಭ್ಯಾಸ ಮಾಡಬೇಕು. ಕುಟುಂಬದ ನಿರ್ವಹಣೆಯೊಂದಿಗೆ ತಮ್ಮ ಆರೋಗ್ಯ ಕಾಳಜಿ ವಹಿಸಬೇಕು. ಸಂಘದ ಪದಾಧಿಕಾರಿಗಳು, ಕಮಲ ಪರಮೇಶ್ವರಪ್ಪ, ನಿರ್ಮಲ ಬಸವರಾಜು ಹಾಗೂ ಇತರರು ಉಪಸ್ಥಿತರಿದ್ದರು.: [1100, 1125, 1304, 1193]
logo-emblem-icon: [86, 50, 116, 80]
tobacco-text-col2: ಜಿಲ್ಲೆಯಲ್ಲಿ ಏಪ್ರಿಲ್ 2024 ರಿಂದ ಮಾರ್ಚ್ 2025 ವರೆಗೆ 102 ಕಾರ್ಯಕ್ರಮಗಳನ್ನು ತಂಬಾಕು ನಿಯಂತ್ರಣ ಕೋಶದಿಂದ ಆಯೋಜಿಸಲಾಗಿದೆ. 62 ಶಾಲಾ ಕಾಲೇಜುಗಳನ್ನು ತಂಬಾಕು ಮುಕ್ತ ಎಂದು ಘೋಷಿಸಲಾಗಿದೆ. ಶಾಲಾ ಕಾಲೇಜುಗಳ 100 ಗಜ ಅಂತರದಲ್ಲಿ ತಂಬಾಕು ಮಾರಾಟ ನಿಷೇಧಿಸಲಾಗಿದೆ. ಇದುವರೆಗೂ 4,563 ಜನರು ತಂಬಾಕು ವ್ಯಸನ ಮುಕ್ತ ಕೇಂದ್ರದಲ್ಲಿ ಸಮಾಲೋಚನೆ ಪಡೆದಿದ್ದಾರೆ. 63 ಜನರು ತಂಬಾಕು ತ್ಯಜಿಸಿದ್ದಾರೆ. 2024ರ ಏಪ್ರಿಲ್ ರಿಂದ ಡಿಸೆಂಬರ್ ವರೆಗೆ 216 ತಂಬಾಕು ದಾಳಿ ನಡೆಸಿ ಕ್ರಮ ವಹಿಸಲಾಗಿದೆ.: [300, 1959, 550, 2069]
registration-mark: [142, 2098, 154, 2110]
kannada-school-text: ಪರಶುರಾಂಪುರ: ಕನ್ನಡ ಶಾಲೆ ಎಂದರೆ ತಾತ್ಸಾರ ಬೇಡ. ಕನ್ನಡ ಶಾಲೆಗಳು ಹಾಗೂ ಗ್ರಾಮೀಣ ಭಾಗದಲ್ಲಿ ಹಿರಿಯ ಪ್ರಾಥಮಿಕ ಶಾಲೆಗಳಲ್ಲಿ ಮಕ್ಕಳ ದಾಖಲಾತಿ ಹೆಚ್ಚಿಸಬೇಕು. ಸರ್ಕಾರಿ ಶಾಲೆಗಳಲ್ಲಿ ಉತ್ತಮ ಶಿಕ್ಷಣ ನೀಡಲಾಗುತ್ತಿದೆ ಎಂದು ಶಾಸಕ ಟಿ.ರಘುಮೂರ್ತಿ ತಿಳಿಸಿದರು. ಹೋಬಳಿ ವ್ಯಾಪ್ತಿಯ ಗ್ರಾಮದಲ್ಲಿ ಸರ್ಕಾರಿ ಹಿರಿಯ ಪ್ರಾಥಮಿಕ ಶಾಲೆಯ ಕೊಠಡಿಗಳು ಶಿಥಿಲಗೊಂಡಿವೆ. ಈ ಭಾಗದಲ್ಲಿ ಕನ್ನಡ ಶಾಲೆಗಳ ಅಭಿವೃದ್ಧಿಗೆ ಅನುದಾನ ಬಿಡುಗಡೆ ಮಾಡಲಾಗಿದೆ. ಶಾಲೆಯ ಕಟ್ಟಡ ನಿರ್ಮಾಣಕ್ಕೆ ಹಣ ಮಂಜೂರಾಗಿದೆ. ಕೊಠಡಿ ಕಾಮಗಾರಿಗೆ ಭೂಮಿ ಪೂಜೆ ನೆರವೇರಿಸಿ ಮಾತನಾಡಿದರು. ಬಿಇಒ, ಸಿಆರ್‌ಪಿ, ಗ್ರಾ.ಪಂ. ಅಧ್ಯಕ್ಷರು, ಸದಸ್ಯರು, ಮುಖ್ಯ ಶಿಕ್ಷಕರು ಉಪಸ್ಥಿತರಿದ್ದರು. ಗ್ರಾಮಸ್ಥರು, ನಾಗೇಂದ್ರಪ್ಪ, ಓಬಣ್ಣ ಇದ್ದರು.: [296, 1367, 476, 1561]
registration-mark: [1200, 2098, 1212, 2110]
registration-mark: [836, 2098, 848, 2110]
place-label: ಶಿವಮೊಗ್ಗ: [1176, 90, 1211, 103]
masthead: [0, 0, 1338, 120]
